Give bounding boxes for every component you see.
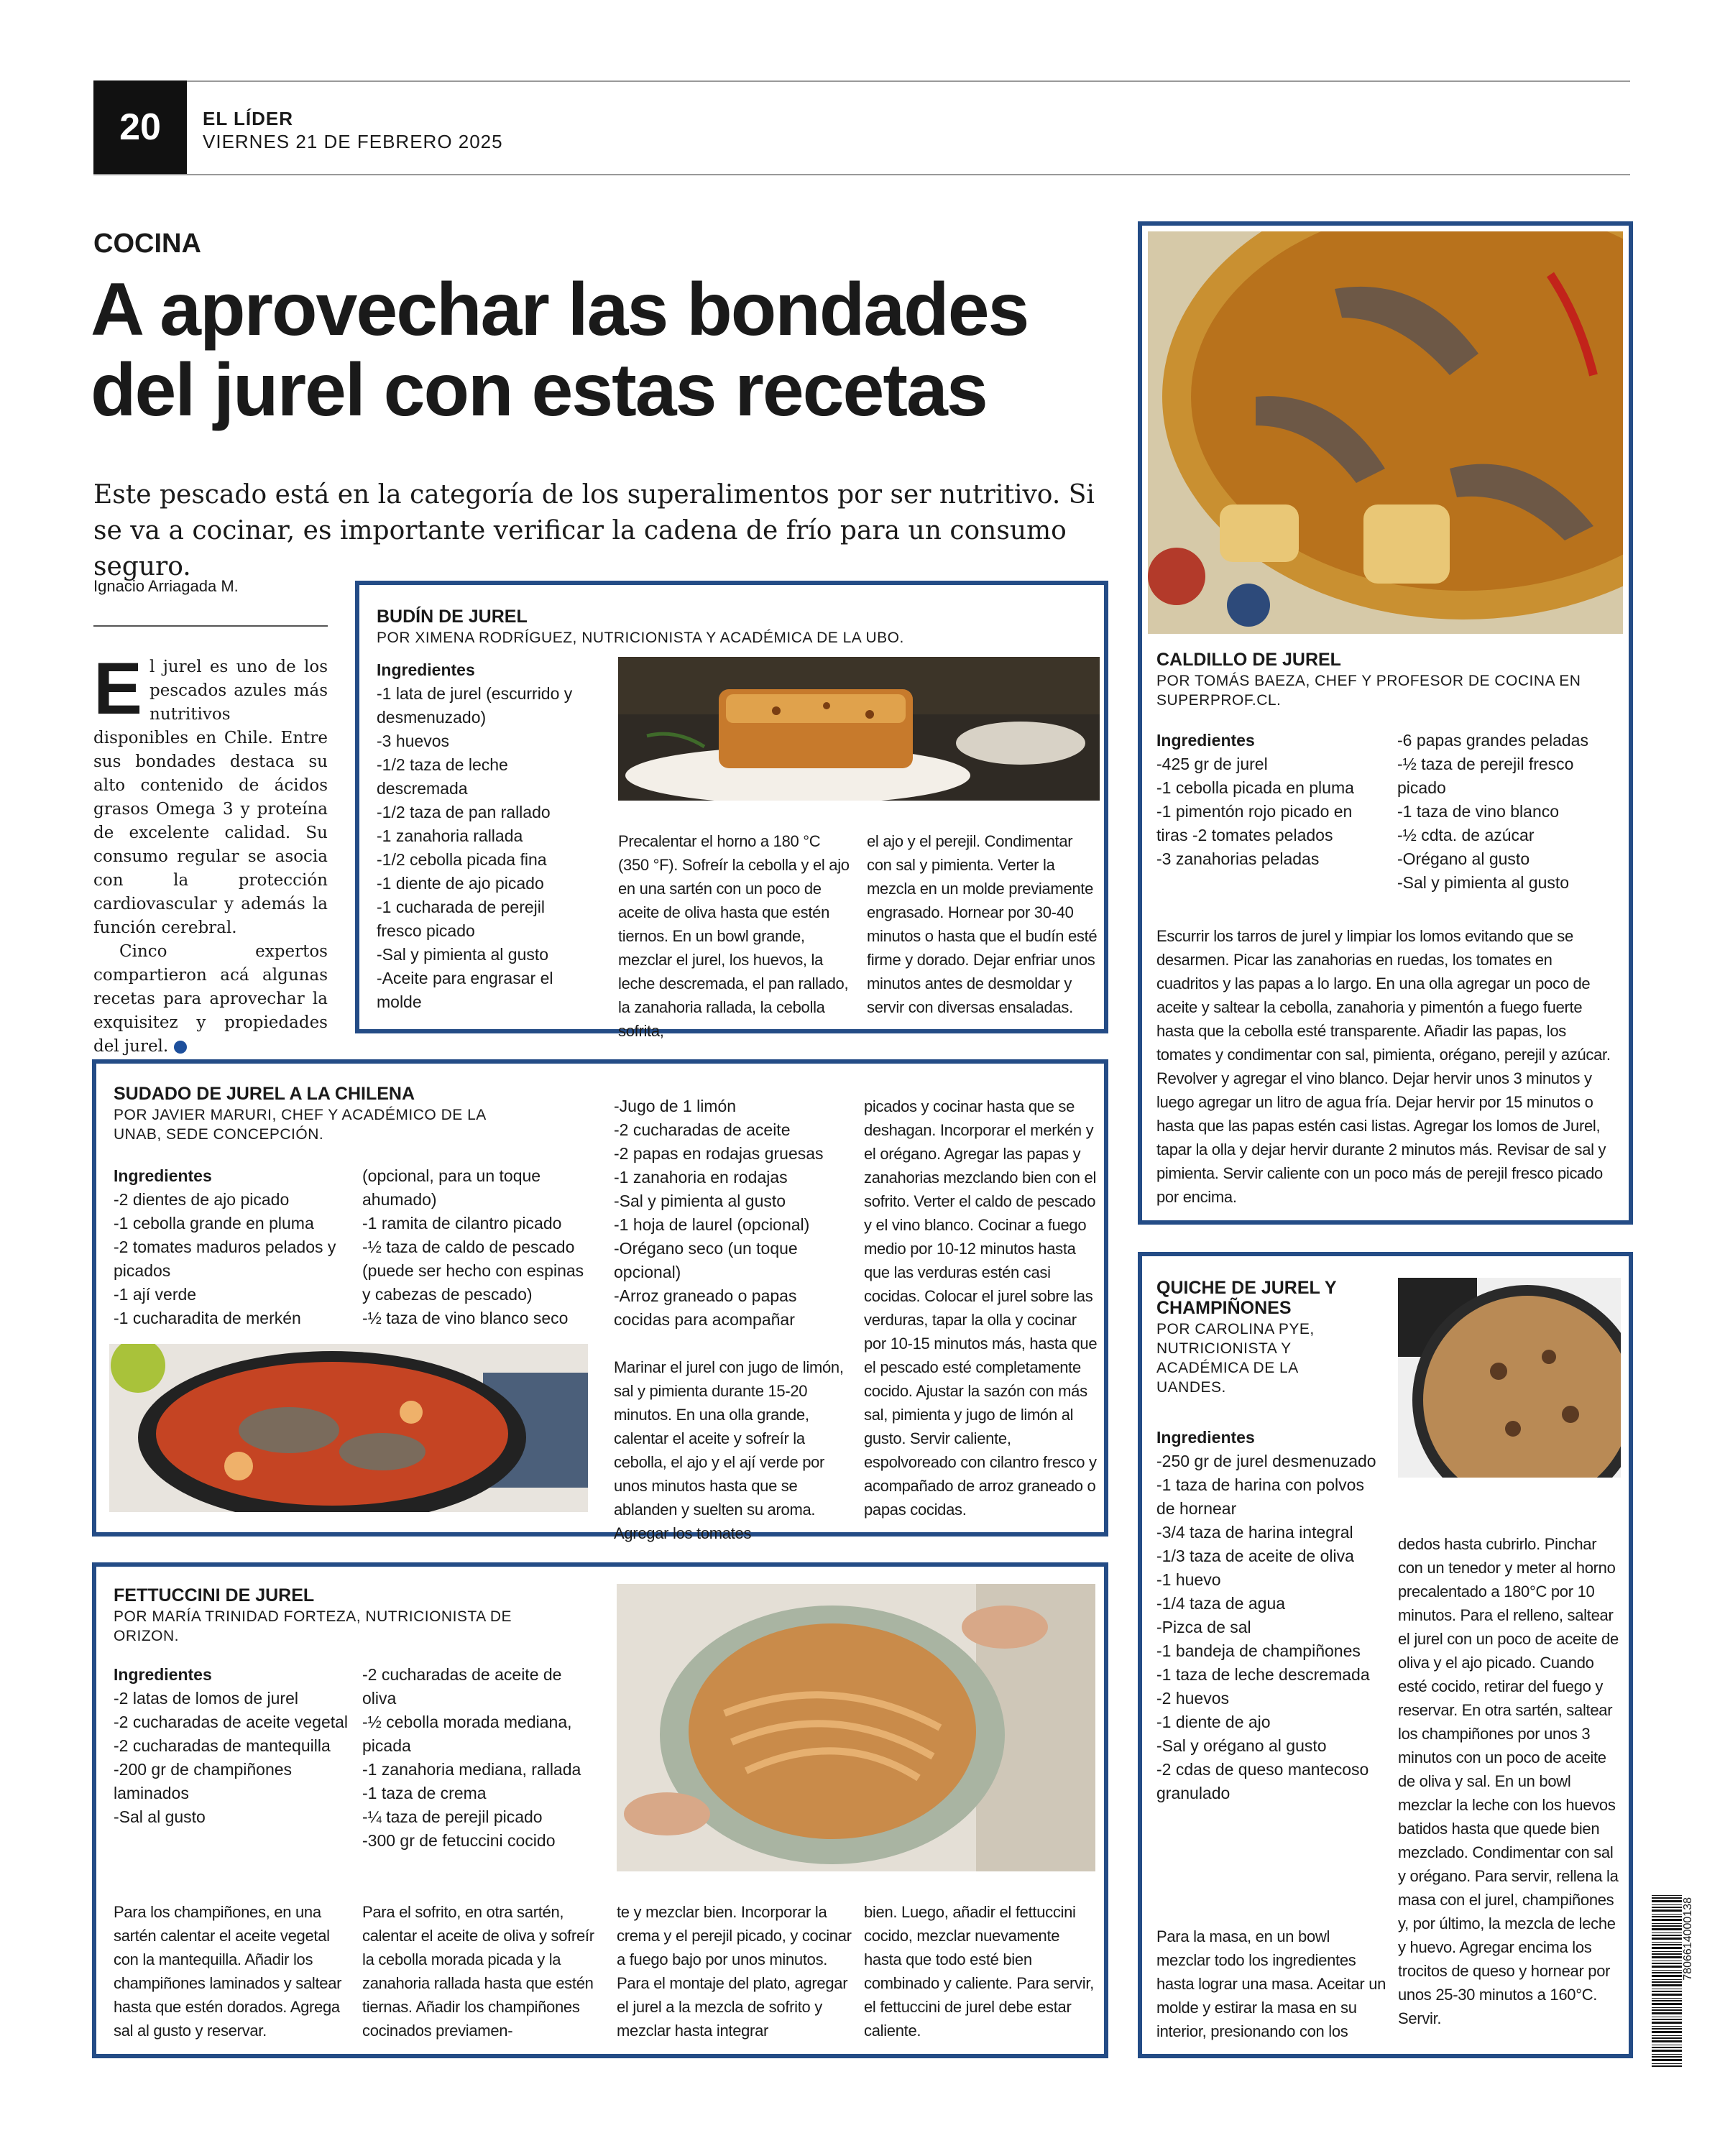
issue-date: VIERNES 21 DE FEBRERO 2025 xyxy=(203,131,503,152)
ingredients-heading: Ingredientes xyxy=(377,660,475,679)
ingredient-item: -1 huevo xyxy=(1156,1570,1221,1589)
ingredient-item: -6 papas grandes peladas xyxy=(1397,731,1588,750)
ingredient-item: -2 cucharadas de aceite de oliva xyxy=(362,1665,562,1708)
ingredient-item: -½ cdta. de azúcar xyxy=(1397,826,1535,844)
ingredient-item: -2 dientes de ajo picado xyxy=(114,1190,290,1209)
ingredient-item: -1 zanahoria rallada xyxy=(377,826,523,845)
ingredient-item: -1 hoja de laurel (opcional) xyxy=(614,1215,810,1234)
sudado-photo xyxy=(109,1344,588,1512)
ingredient-items xyxy=(114,1188,354,1330)
recipe-title xyxy=(1156,1278,1337,1318)
recipe-prep-1: Precalentar el horno a 180 °C (350 °F). Sofreír la cebolla y el ajo en una sartén con un poco de aceite de oliva hasta que estén tiernos. En un bowl grande, mezclar el jurel, los huevos, la leche descremada, el pan rallado, la zanahoria rallada, la cebolla sofrita, xyxy=(618,832,850,1040)
ingredient-item: -1/4 taza de agua xyxy=(1156,1594,1286,1613)
ingredient-item: -2 cdas de queso mantecoso granulado xyxy=(1156,1760,1369,1802)
ingredients-list xyxy=(1156,1426,1386,1805)
ingredient-item: -1 zanahoria en rodajas xyxy=(614,1168,788,1187)
paper-name: EL LÍDER xyxy=(203,108,293,129)
recipe-title: FETTUCCINI DE JUREL xyxy=(114,1585,315,1606)
recipe-caldillo xyxy=(1138,221,1633,1225)
ingredients-list-c xyxy=(614,1095,844,1332)
byline-rule xyxy=(93,625,328,627)
ingredient-item: -2 cucharadas de aceite xyxy=(614,1120,791,1139)
ingredient-items xyxy=(1156,1450,1386,1805)
recipe-title: SUDADO DE JUREL A LA CHILENA xyxy=(114,1084,415,1104)
recipe-title: CALDILLO DE JUREL xyxy=(1156,650,1341,670)
ingredient-item: -Arroz graneado o papas cocidas para acompañar xyxy=(614,1286,797,1329)
ingredient-item: -1 ramita de cilantro picado xyxy=(362,1214,562,1233)
ingredient-item: -1/2 taza de pan rallado xyxy=(377,803,551,821)
ingredient-item: -2 papas en rodajas gruesas xyxy=(614,1144,824,1163)
headline-line-2: del jurel con estas recetas xyxy=(91,349,987,432)
ingredient-item: -1 cucharada de perejil fresco picado xyxy=(377,898,545,940)
recipe-sudado xyxy=(92,1059,1108,1542)
ingredient-item: -¼ taza de perejil picado xyxy=(362,1807,543,1826)
budin-photo xyxy=(618,657,1100,801)
recipe-prep-1: Para la masa, en un bowl mezclar todo los ingredientes hasta lograr una masa. Aceitar un molde y estirar la masa en su interior, presionando con los xyxy=(1156,1927,1386,2040)
ingredient-item: -1 lata de jurel (escurrido y desmenuzado) xyxy=(377,684,573,727)
recipe-prep-2: el ajo y el perejil. Condimentar con sal y pimienta. Verter la mezcla en un molde previamente engrasado. Hornear por 30-40 minutos o hasta que el budín esté firme y dorado. Dejar enfriar unos minutos antes de desmoldar y servir con diversas ensaladas. xyxy=(867,832,1098,1016)
headline-line-1: A aprovechar las bondades xyxy=(91,268,1029,351)
ingredient-item: -Sal y orégano al gusto xyxy=(1156,1736,1327,1755)
ingredients-list-b xyxy=(362,1663,592,1853)
ingredient-item: -1 taza de vino blanco xyxy=(1397,802,1560,821)
recipe-title-line-1: QUICHE DE JUREL Y xyxy=(1156,1278,1337,1298)
ingredient-item: -1 diente de ajo picado xyxy=(377,874,544,893)
ingredients-list-a xyxy=(1156,729,1386,871)
ingredient-item: -Orégano al gusto xyxy=(1397,849,1530,868)
ingredient-item: -1 pimentón rojo picado en tiras -2 tomates pelados xyxy=(1156,802,1353,844)
ingredient-item: -½ cebolla morada mediana, picada xyxy=(362,1713,572,1755)
barcode-number: 7806614000138 xyxy=(1682,1897,1694,1981)
intro-paragraph-2: Cinco expertos compartieron acá algunas recetas para aprovechar la exquisitez y propiedades del jurel. ✪ xyxy=(93,942,328,1056)
ingredients-list-b xyxy=(362,1164,592,1330)
page-number: 20 xyxy=(93,80,187,174)
recipe-prep-3: te y mezclar bien. Incorporar la crema y el perejil picado, y cocinar a fuego bajo por unos minutos. Para el montaje del plato, agregar el jurel a la mezcla de sofrito y mezclar hasta integrar xyxy=(617,1903,852,2040)
recipe-title-line-2: CHAMPIÑONES xyxy=(1156,1298,1292,1318)
ingredient-item: -2 huevos xyxy=(1156,1689,1230,1708)
recipe-author: POR MARÍA TRINIDAD FORTEZA, NUTRICIONISTA DE ORIZON. xyxy=(114,1608,512,1644)
headline xyxy=(91,270,1140,430)
ingredient-items xyxy=(1156,752,1386,871)
recipe-author: POR TOMÁS BAEZA, CHEF Y PROFESOR DE COCINA EN SUPERPROF.CL. xyxy=(1156,673,1581,709)
ingredient-item: -Jugo de 1 limón xyxy=(614,1097,737,1115)
ingredient-item: -½ taza de caldo de pescado (puede ser hecho con espinas y cabezas de pescado) xyxy=(362,1238,584,1304)
ingredient-item: -2 cucharadas de mantequilla xyxy=(114,1736,331,1755)
ingredient-item: -Sal y pimienta al gusto xyxy=(377,945,549,964)
ingredient-item: -1 cebolla grande en pluma xyxy=(114,1214,314,1233)
ingredient-item: -1 cebolla picada en pluma xyxy=(1156,778,1354,797)
ingredient-item: -3 huevos xyxy=(377,732,450,750)
recipe-prep-2: picados y cocinar hasta que se deshagan. Incorporar el merkén y el orégano. Agregar las papas y zanahorias mezclando bien con el sofrito. Verter el caldo de pescado y el vino blanco. Cocinar a fuego medio por 10-12 minutos hasta que las verduras estén casi cocidas. Colocar el jurel sobre las verduras, tapar la olla y cocinar por 10-15 minutos más, hasta que el pescado esté completamente cocido. Ajustar la sazón con más sal, pimienta y jugo de limón al gusto. Servir caliente, espolvoreado con cilantro fresco y acompañado de arroz graneado o papas cocidas. xyxy=(864,1097,1098,1519)
ingredient-item: -1 taza de leche descremada xyxy=(1156,1665,1370,1684)
recipe-prep-1: Marinar el jurel con jugo de limón, sal y pimienta durante 15-20 minutos. En una olla grande, calentar el aceite y sofreír la cebolla, el ajo y el ají verde por unos minutos hasta que se ablanden y suelten su aroma. Agregar los tomates xyxy=(614,1358,844,1542)
section-label: COCINA xyxy=(93,229,201,259)
ingredients-heading: Ingredientes xyxy=(1156,731,1255,750)
ingredient-item: -½ taza de vino blanco seco xyxy=(362,1309,569,1327)
ingredient-item: -1 ají verde xyxy=(114,1285,197,1304)
ingredient-item: -1 taza de crema xyxy=(362,1784,487,1802)
ingredients-heading: Ingredientes xyxy=(1156,1428,1255,1447)
ingredient-item: -425 gr de jurel xyxy=(1156,755,1268,773)
recipe-prep-2: dedos hasta cubrirlo. Pinchar con un tenedor y meter al horno precalentado a 180°C por 10 minutos. Para el relleno, saltear el jurel con un poco de aceite de oliva y el ajo picado. Cuando esté cocido, retirar del fuego y reservar. En otra sartén, saltear los champiñones por unos 3 minutos con un poco de aceite de oliva y sal. En un bowl mezclar la leche con los huevos batidos hasta que quede bien mezclado. Condimentar con sal y orégano. Para servir, rellena la masa con el jurel, champiñones y, por último, la mezcla de leche y huevo. Agregar encima los trocitos de queso y hornear por unos 25-30 minutos a 160°C. Servir. xyxy=(1398,1535,1619,2027)
ingredient-item: -2 tomates maduros pelados y picados xyxy=(114,1238,336,1280)
ingredient-item: -300 gr de fetuccini cocido xyxy=(362,1831,556,1850)
ingredients-list-a xyxy=(114,1663,351,1829)
ingredients-list xyxy=(377,658,592,1014)
recipe-author: POR JAVIER MARURI, CHEF Y ACADÉMICO DE LA UNAB, SEDE CONCEPCIÓN. xyxy=(114,1107,486,1143)
ingredient-item: -200 gr de champiñones laminados xyxy=(114,1760,293,1802)
drop-cap: E xyxy=(93,648,143,729)
intro-text xyxy=(93,648,328,1059)
ingredient-item: (opcional, para un toque ahumado) xyxy=(362,1166,541,1209)
recipe-budin xyxy=(355,581,1108,1040)
ingredient-item: -3/4 taza de harina integral xyxy=(1156,1523,1353,1542)
end-mark-icon: ✪ xyxy=(174,1041,187,1054)
ingredient-item: -250 gr de jurel desmenuzado xyxy=(1156,1452,1376,1470)
recipe-prep-1: Para los champiñones, en una sartén calentar el aceite vegetal con la mantequilla. Añadir los champiñones laminados y saltear hasta que estén dorados. Agrega sal al gusto y reservar. xyxy=(114,1903,342,2040)
ingredient-item: -3 zanahorias peladas xyxy=(1156,849,1320,868)
ingredient-item: -1/3 taza de aceite de oliva xyxy=(1156,1547,1354,1565)
ingredient-item: -Pizca de sal xyxy=(1156,1618,1251,1636)
byline: Ignacio Arriagada M. xyxy=(93,577,239,595)
article-dek: Este pescado está en la categoría de los superalimentos por ser nutritivo. Si se va a cocinar, es importante verificar la cadena de frío para un consumo seguro. xyxy=(93,480,1095,581)
ingredient-items xyxy=(114,1687,351,1829)
ingredient-item: -1/2 cebolla picada fina xyxy=(377,850,547,869)
ingredient-item: -1 cucharadita de merkén xyxy=(114,1309,301,1327)
ingredient-item: -Orégano seco (un toque opcional) xyxy=(614,1239,798,1281)
ingredient-item: -Sal y pimienta al gusto xyxy=(1397,873,1570,892)
fettuccini-photo xyxy=(617,1584,1095,1871)
recipe-prep-2: Para el sofrito, en otra sartén, calentar el aceite de oliva y sofreír la cebolla morada picada y la zanahoria rallada hasta que estén tiernas. Añadir los champiñones cocinados previamen- xyxy=(362,1903,594,2040)
recipe-author: POR CAROLINA PYE, NUTRICIONISTA Y ACADÉMICA DE LA UANDES. xyxy=(1156,1321,1315,1396)
ingredient-item: -1 diente de ajo xyxy=(1156,1713,1271,1731)
ingredient-item: -2 latas de lomos de jurel xyxy=(114,1689,298,1708)
ingredient-item: -1 zanahoria mediana, rallada xyxy=(362,1760,581,1779)
quiche-photo xyxy=(1398,1278,1621,1478)
ingredient-item: -2 cucharadas de aceite vegetal xyxy=(114,1713,349,1731)
recipe-title: BUDÍN DE JUREL xyxy=(377,607,528,627)
header-rule xyxy=(93,174,1630,175)
ingredient-item: -1 taza de harina con polvos de hornear xyxy=(1156,1475,1364,1518)
recipe-quiche xyxy=(1138,1252,1633,2058)
ingredient-items xyxy=(377,682,592,1014)
intro-paragraph-1: l jurel es uno de los pescados azules más nutritivos disponibles en Chile. Entre sus bondades destaca su alto contenido de ácidos grasos Omega 3 y proteína de excelente calidad. Su consumo regular se asocia con la protección cardiovascular y además la función cerebral. xyxy=(93,658,328,937)
ingredient-item: -Sal al gusto xyxy=(114,1807,206,1826)
caldillo-photo xyxy=(1148,231,1623,634)
ingredients-list-a xyxy=(114,1164,354,1330)
ingredient-item: -Aceite para engrasar el molde xyxy=(377,969,553,1011)
recipe-prep: Escurrir los tarros de jurel y limpiar los lomos evitando que se desarmen. Picar las zanahorias en ruedas, los tomates en cuadritos y las papas a lo largo. En una olla agregar un poco de aceite y saltear la cebolla, zanahoria y pimentón a fuego fuerte hasta que la cebolla esté transparente. Añadir las papas, los tomates y condimentar con sal, pimienta, orégano, perejil y azúcar. Revolver y agregar el vino blanco. Dejar hervir unos 3 minutos y luego agregar un litro de agua fría. Dejar hervir por 15 minutos o hasta que las papas estén casi listas. Agregar los lomos de Jurel, tapar la olla y dejar hervir durante 2 minutos más. Revisar de sal y pimienta. Servir caliente con un poco más de perejil fresco picado por encima. xyxy=(1156,927,1611,1206)
ingredient-item: -1 bandeja de champiñones xyxy=(1156,1641,1361,1660)
ingredients-list-b xyxy=(1397,729,1613,895)
recipe-fettuccini xyxy=(92,1562,1108,2058)
ingredient-item: -1/2 taza de leche descremada xyxy=(377,755,508,798)
ingredient-item: -½ taza de perejil fresco picado xyxy=(1397,755,1574,797)
ingredients-heading: Ingredientes xyxy=(114,1166,212,1185)
ingredient-item: -Sal y pimienta al gusto xyxy=(614,1192,786,1210)
recipe-author: POR XIMENA RODRÍGUEZ, NUTRICIONISTA Y ACADÉMICA DE LA UBO. xyxy=(377,630,904,646)
recipe-prep-4: bien. Luego, añadir el fettuccini cocido, mezclar nuevamente hasta que todo esté bien combinado y caliente. Para servir, el fettuccini de jurel debe estar caliente. xyxy=(864,1903,1094,2040)
barcode xyxy=(1652,1894,1682,2067)
top-rule xyxy=(93,80,1630,82)
ingredients-heading: Ingredientes xyxy=(114,1665,212,1684)
